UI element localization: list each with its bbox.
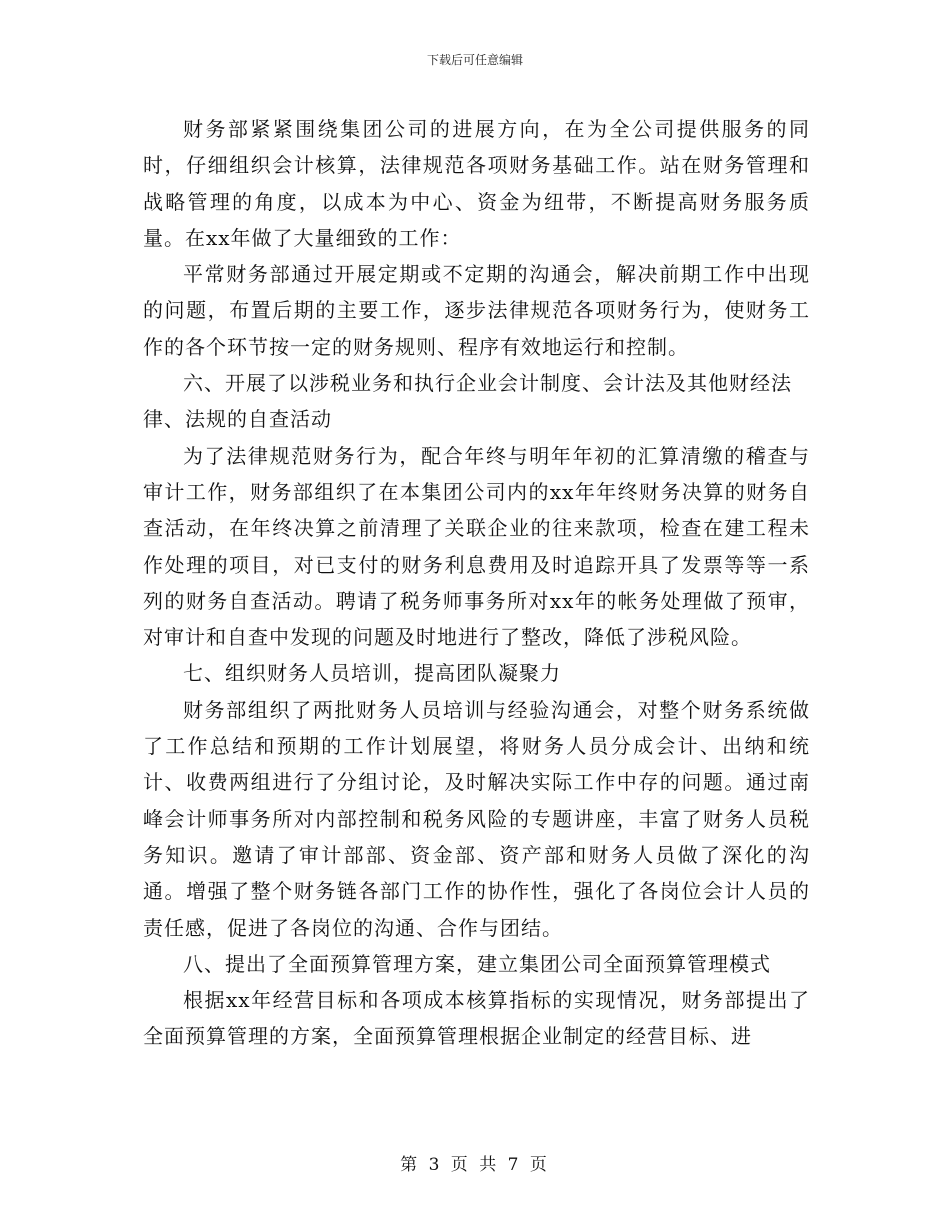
paragraph-self-inspection: 为了法律规范财务行为，配合年终与明年年初的汇算清缴的稽查与审计工作，财务部组织了在本集团公司内的xx年年终财务决算的财务自查活动，在年终决算之前清理了关联企业的往来款项，检查在建工程未作处理的项目，对已支付的财务利息费用及时追踪开具了发票等等一系列的财务自查活动。聘请了税务师事务所对xx年的帐务处理做了预审，对审计和自查中发现的问题及时地进行了整改，降低了涉税风险。 bbox=[143, 443, 810, 650]
page-number: 第 3 页 共 7 页 bbox=[400, 1155, 550, 1175]
section-heading-7: 七、组织财务人员培训，提高团队凝聚力 bbox=[183, 661, 561, 686]
paragraph-training: 财务部组织了两批财务人员培训与经验沟通会，对整个财务系统做了工作总结和预期的工作计划展望，将财务人员分成会计、出纳和统计、收费两组进行了分组讨论，及时解决实际工作中存的问题。通过南峰会计师事务所对内部控制和税务风险的专题讲座，丰富了财务人员税务知识。邀请了审计部部、资金部、资产部和财务人员做了深化的沟通。增强了整个财务链各部门工作的协作性，强化了各岗位会计人员的责任感，促进了各岗位的沟通、合作与团结。 bbox=[143, 697, 810, 940]
paragraph-intro: 财务部紧紧围绕集团公司的进展方向，在为全公司提供服务的同时，仔细组织会计核算，法律规范各项财务基础工作。站在财务管理和战略管理的角度，以成本为中心、资金为纽带，不断提高财务服务质量。在xx年做了大量细致的工作： bbox=[143, 117, 810, 250]
document-body bbox=[143, 111, 810, 1055]
paragraph-communication: 平常财务部通过开展定期或不定期的沟通会，解决前期工作中出现的问题，布置后期的主要工作，逐步法律规范各项财务行为，使财务工作的各个环节按一定的财务规则、程序有效地运行和控制。 bbox=[143, 262, 810, 359]
paragraph-budget: 根据xx年经营目标和各项成本核算指标的实现情况，财务部提出了全面预算管理的方案，全面预算管理根据企业制定的经营目标、进 bbox=[143, 988, 810, 1049]
page-header-note: 下载后可任意编辑 bbox=[426, 53, 523, 67]
section-heading-6: 六、开展了以涉税业务和执行企业会计制度、会计法及其他财经法律、法规的自查活动 bbox=[143, 371, 792, 432]
section-heading-8: 八、提出了全面预算管理方案，建立集团公司全面预算管理模式 bbox=[183, 951, 771, 976]
